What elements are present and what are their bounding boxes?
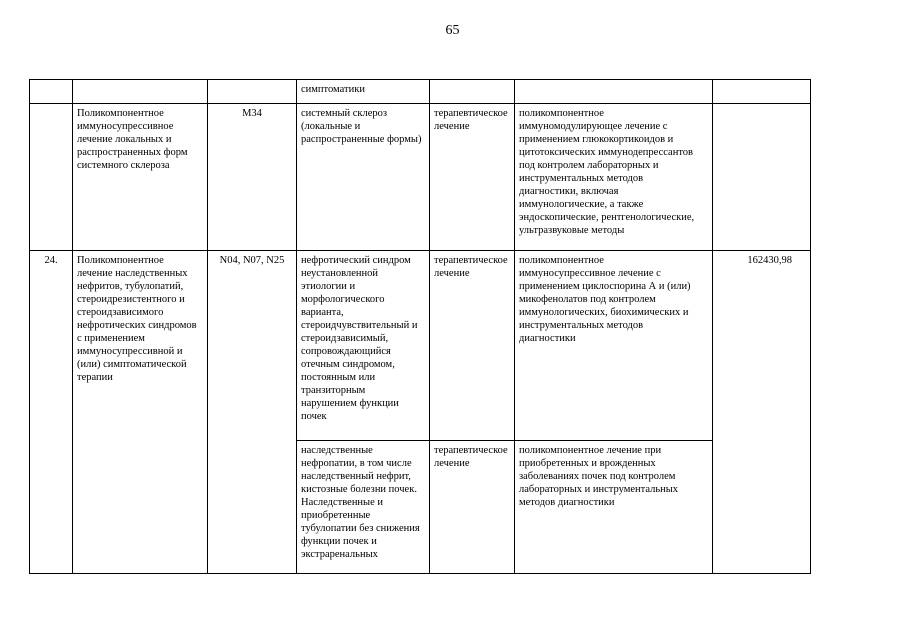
cell-name: Поликомпонентное иммуносупрессивное лечение локальных и распространенных форм системного склероза (73, 104, 208, 251)
cell-name (73, 80, 208, 104)
cell-codes: M34 (208, 104, 297, 251)
cell-treatment-type: терапевтическое лечение (430, 251, 515, 441)
table-row (30, 104, 811, 251)
cell-method: поликомпонентное иммуносупрессивное лечение с применением циклоспорина А и (или) микофенолатов под контролем иммунологических, биохимических и инструментальных методов диагностики (515, 251, 713, 441)
cell-patient-model: системный склероз (локальные и распространенные формы) (297, 104, 430, 251)
table-row (30, 251, 811, 441)
cell-patient-model: наследственные нефропатии, в том числе наследственный нефрит, кистозные болезни почек. Наследственные и приобретенные тубулопатии без снижения функции почек и экстраренальных (297, 441, 430, 574)
cell-patient-model: симптоматики (297, 80, 430, 104)
page-number: 65 (445, 23, 460, 38)
cell-method: поликомпонентное лечение при приобретенных и врожденных заболеваниях почек под контролем лабораторных и инструментальных методов диагностики (515, 441, 713, 574)
cell-treatment-type (430, 80, 515, 104)
cell-patient-model: нефротический синдром неустановленной этиологии и морфологического варианта, стероидчувствительный и стероидзависимый, сопровождающийся отечным синдромом, постоянным или транзиторным нарушением функции почек (297, 251, 430, 441)
cell-codes: N04, N07, N25 (208, 251, 297, 574)
cell-norm (713, 104, 811, 251)
services-table (29, 79, 811, 574)
cell-treatment-type: терапевтическое лечение (430, 441, 515, 574)
cell-codes (208, 80, 297, 104)
cell-treatment-type: терапевтическое лечение (430, 104, 515, 251)
cell-number (30, 104, 73, 251)
cell-norm: 162430,98 (713, 251, 811, 574)
cell-method: поликомпонентное иммуномодулирующее лечение с применением глюкокортикоидов и цитотоксических иммунодепрессантов под контролем лабораторных и инструментальных методов диагностики, включая иммунологические, а также эндоскопические, рентгенологические, ультразвуковые методы (515, 104, 713, 251)
cell-number: 24. (30, 251, 73, 574)
table-row (30, 80, 811, 104)
cell-name: Поликомпонентное лечение наследственных нефритов, тубулопатий, стероидрезистентного и стероидзависимого нефротических синдромов с применением иммуносупрессивной и (или) симптоматической терапии (73, 251, 208, 574)
cell-method (515, 80, 713, 104)
cell-norm (713, 80, 811, 104)
cell-number (30, 80, 73, 104)
